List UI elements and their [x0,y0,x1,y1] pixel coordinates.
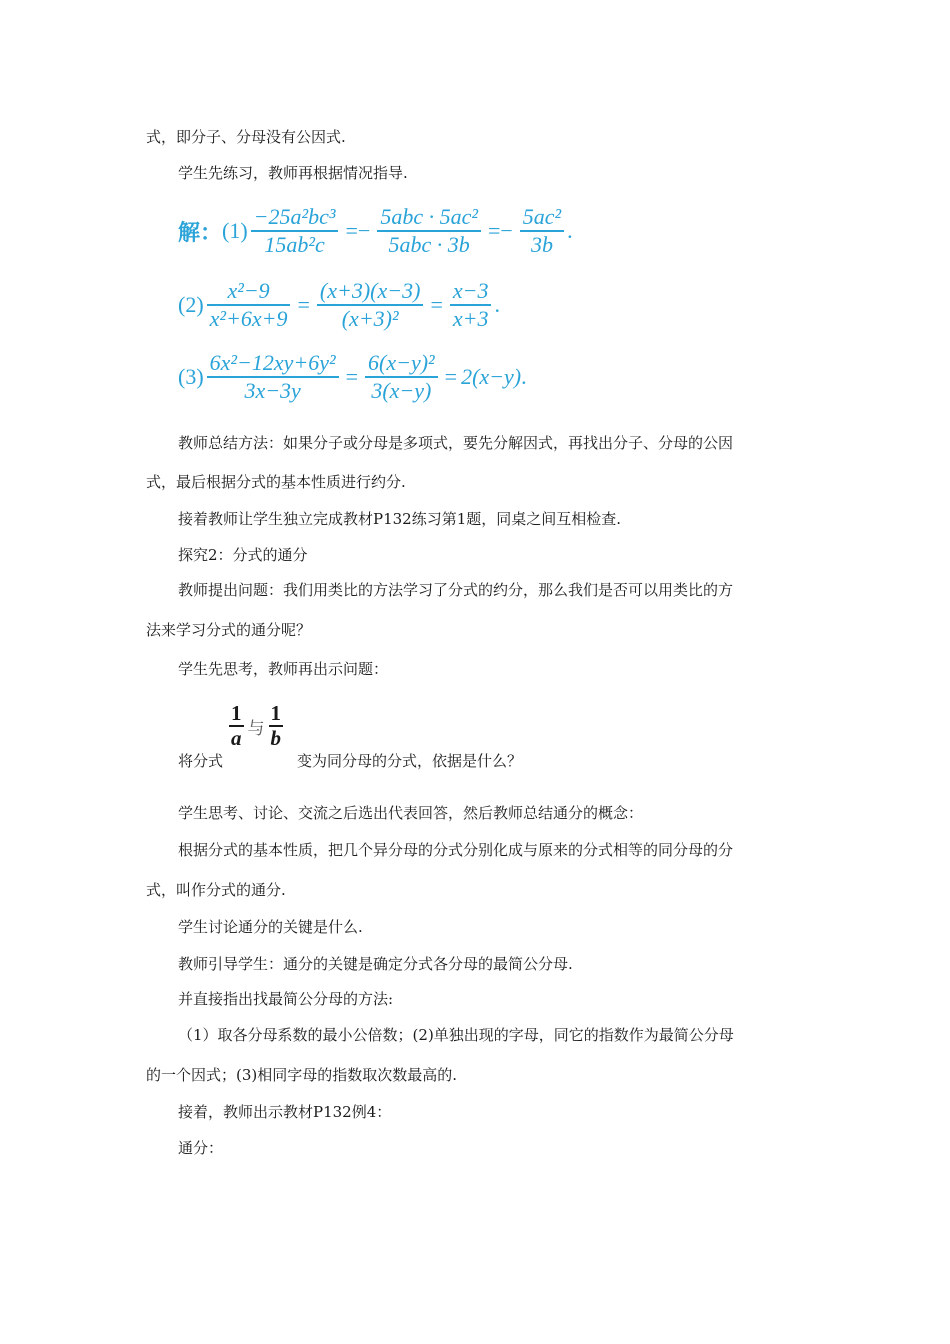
eq3-lhs-den: 3x−3y [244,378,301,403]
eq1-lhs-fraction [251,204,339,258]
eq3-mid-fraction [365,350,438,404]
eq1-number: (1) [222,218,248,243]
paragraph-7: 学生先思考，教师再出示问题： [178,660,389,678]
fraction-between: 与 [247,718,265,738]
eq2-rhs-num: x−3 [452,278,489,303]
eq2-rhs-den: x+3 [452,306,489,331]
solution-eq-2: (2) $\frac{\text{x²−9}}{\text{x²+6x+9}}$ = $\frac{(x+3)(x-3)}{\text{(x+3)²}}$ = $\frac{x-3}{x+3}$ . [178,278,500,331]
eq2-mid-fraction [317,278,424,332]
eq1-mid-den: 5abc · 3b [388,232,470,257]
paragraph-11: 学生讨论通分的关键是什么. [178,918,363,936]
eq3-number: (3) [178,364,204,389]
eq3-lhs-num: 6x²−12xy+6y² [209,350,336,375]
eq3-lhs-fraction [207,350,339,404]
paragraph-13: 并直接指出找最简公分母的方法: [178,990,394,1008]
paragraph-12: 教师引导学生：通分的关键是确定分式各分母的最简公分母. [178,955,573,973]
eq1-mid-fraction [377,204,481,258]
eq3-mid-num: 6(x−y)² [368,350,435,375]
paragraph-14b: 的一个因式；(3)相同字母的指数取次数最高的. [146,1066,458,1084]
eq1-mid-num: 5abc · 5ac² [380,204,478,229]
eq1-rhs-den: 3b [530,232,553,257]
paragraph-3a: 教师总结方法：如果分子或分母是多项式，要先分解因式，再找出分子、分母的公因 [178,434,734,452]
frac1-num: 1 [231,701,242,725]
frac2-num: 1 [270,701,281,725]
paragraph-4: 接着教师让学生独立完成教材P132练习第1题，同桌之间互相检查. [178,510,622,528]
paragraph-6b: 法来学习分式的通分呢？ [146,621,312,639]
eq2-number: (2) [178,292,204,317]
frac1-den: a [231,726,242,750]
paragraph-16: 通分： [178,1139,224,1157]
eq2-lhs-num: x²−9 [227,278,270,303]
eq3-mid-den: 3(x−y) [371,378,432,403]
paragraph-9: 学生思考、讨论、交流之后选出代表回答，然后教师总结通分的概念： [178,804,644,822]
paragraph-6a: 教师提出问题：我们用类比的方法学习了分式的约分，那么我们是否可以用类比的方 [178,581,734,599]
frac2-den: b [270,726,281,750]
solution-eq-1: 解： (1) $\frac{\text{−25a²bc³}}{\text{15ab²c}}$ =− $\frac{\text{5abc · 5ac²}}{\text{5abc · 3b}}$ =− $\frac{\text{5ac²}}{3b}$ . [178,204,573,257]
paragraph-5-heading: 探究2：分式的通分 [178,546,308,564]
eq1-lhs-num: −25a²bc³ [253,204,336,229]
paragraph-15: 接着，教师出示教材P132例4： [178,1103,392,1121]
eq2-lhs-fraction [207,278,291,332]
paragraph-10b: 式，叫作分式的通分. [146,881,286,899]
eq2-mid-den: (x+3)² [341,306,399,331]
eq1-rhs-fraction [520,204,564,258]
solution-label: 解： [178,220,223,246]
paragraph-8-pre: 将分式 [178,752,224,770]
paragraph-14a: （1）取各分母系数的最小公倍数；(2)单独出现的字母，同它的指数作为最简公分母 [178,1026,734,1044]
eq3-rhs: 2(x−y) [461,364,522,389]
solution-eq-3: (3) $\frac{\text{6x²−12xy+6y²}}{3x-3y}$ = $\frac{\text{6(x−y)²}}{3(x-y)}$ = 2(x−y) . [178,350,527,403]
eq1-rhs-num: 5ac² [522,204,562,229]
paragraph-3b: 式，最后根据分式的基本性质进行约分. [146,473,406,491]
paragraph-10a: 根据分式的基本性质，把几个异分母的分式分别化成与原来的分式相等的同分母的分 [178,841,734,859]
fraction-image [226,702,286,750]
eq2-lhs-den: x²+6x+9 [209,306,288,331]
paragraph-1: 式，即分子、分母没有公因式. [146,128,346,146]
eq1-lhs-den: 15ab²c [264,232,325,257]
eq2-rhs-fraction [450,278,492,332]
eq2-mid-num: (x+3)(x−3) [319,278,421,303]
paragraph-8-post: 变为同分母的分式，依据是什么？ [297,752,523,770]
paragraph-2: 学生先练习，教师再根据情况指导. [178,164,408,182]
